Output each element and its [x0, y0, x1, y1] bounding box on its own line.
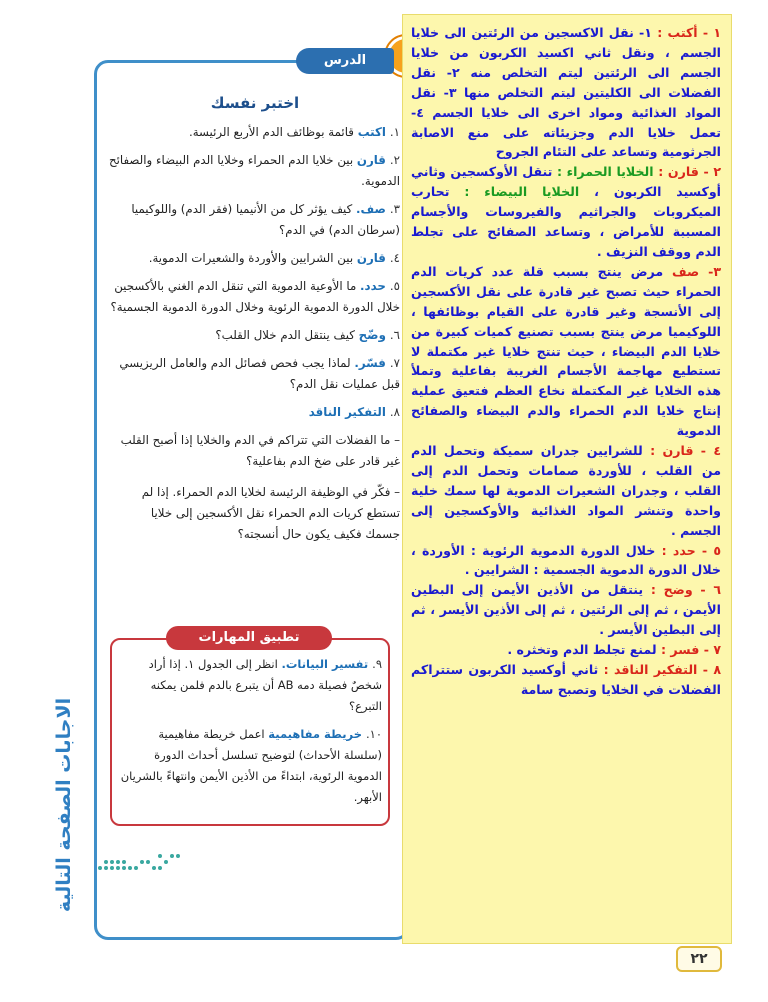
answer-3: ٣- صف مرض ينتج بسبب قلة عدد كريات الدم الحمراء حيث تصبح غير قادرة على نقل الأكسجين إلى الأنسجة وغير قادرة على القيام بوظائفها ، اللوكيميا مرض ينتج بسبب تصنيع كميات كبيرة من خلايا الدم البيضاء ، حيث تنتج خلايا غير مكتملة لا تستطيع مهاجمة الأجسام الغريبة بفاعلية وتملأ هذه الخلايا غير المكتملة نخاع العظم فتعيق عملية إنتاج خلايا الدم الحمراء والدم البيضاء والصفائح الدموية	[411, 263, 721, 439]
question-1: ١.اكتب قائمة بوظائف الدم الأربع الرئيسة.	[188, 125, 400, 139]
question-5: ٥.حدد. ما الأوعية الدموية التي تنقل الدم الغني بالأكسجين خلال الدورة الدموية الرئوية وخلال الدورة الدموية الجسمية؟	[110, 279, 400, 314]
question-list	[104, 122, 400, 555]
answer-4: ٤ - قارن : للشرايين جدران سميكة وتحمل الدم من القلب ، للأوردة صمامات وتحمل الدم إلى القلب ، وجدران الشعيرات الدموية لها سمك خلية واحدة وتنشر المواد الغذائية والأوكسجين إلى الجسم .	[411, 443, 721, 538]
skills-list	[120, 654, 382, 815]
answer-2: ٢ - قارن : الخلايا الحمراء : تنقل الأوكسجين وثاني أوكسيد الكربون ، الخلايا البيضاء : تحارب الميكروبات والجراثيم والفيروسات والأجسام المسببة للأمراض ، وتساعد الصفائح على تجلط الدم ووقف النزيف .	[411, 164, 722, 259]
answer-5: ٥ - حدد : خلال الدورة الدموية الرئوية : الأوردة ، خلال الدورة الدموية الجسمية : الشرايين .	[411, 542, 721, 578]
critical-thinking-2: – فكّر في الوظيفة الرئيسة لخلايا الدم الحمراء. إذا لم تستطع كريات الدم الحمراء نقل الأكسجين إلى خلايا جسمك فكيف يكون حال أنسجته؟	[141, 485, 400, 541]
section-title: اختبر نفسك	[210, 94, 300, 112]
skill-10: ١٠.خريطة مفاهيمية اعمل خريطة مفاهيمية (سلسلة الأحداث) لتوضيح تسلسل أحداث الدورة الدموية الرئوية، ابتداءً من الأذين الأيمن وانتهاءً بالشريان الأبهر.	[120, 727, 382, 804]
side-caption: الاجابات الصفحة التالية	[52, 697, 75, 913]
critical-thinking-1: – ما الفضلات التي تتراكم في الدم والخلايا إذا أصبح القلب غير قادر على ضخ الدم بفاعلية؟	[120, 433, 400, 468]
answer-1: ١ - أكتب : ١- نقل الاكسجين من الرئتين الى خلايا الجسم ، ونقل ثاني اكسيد الكربون من خلايا الجسم الى الرئتين ليتم التخلص منه ٢- نقل الفضلات الى الكليتين ليتم التخلص منها ٣- نقل المواد الغذائية ومواد اخرى الى خلايا الجسم ٤- تعمل خلايا الدم وجزيئاته على منع الاصابة الجرثومية وتساعد على التئام الجروح	[411, 25, 722, 160]
lesson-tab: الدرس	[296, 48, 394, 74]
question-4: ٤.قارن بين الشرايين والأوردة والشعيرات الدموية.	[148, 251, 400, 265]
skills-title: تطبيق المهارات	[166, 626, 332, 650]
decorative-dots-icon	[96, 848, 184, 874]
question-8: ٨.التفكير الناقد	[308, 405, 400, 419]
question-7: ٧.فسّر. لماذا يجب فحص فصائل الدم والعامل الريزيسي قبل عمليات نقل الدم؟	[119, 356, 400, 391]
question-2: ٢.قارن بين خلايا الدم الحمراء وخلايا الدم البيضاء والصفائح الدموية.	[108, 153, 400, 188]
answer-6: ٦ - وضح : ينتقل من الأذين الأيمن إلى البطين الأيمن ، ثم إلى الرئتين ، ثم إلى الأذين الأيسر ، ثم إلى البطين الأيسر .	[411, 582, 721, 638]
answer-8: ٨ - التفكير الناقد : ثاني أوكسيد الكربون ستتراكم الفضلات في الخلايا وتصبح سامة	[411, 662, 721, 697]
answer-7: ٧ - فسر : لمنع تجلط الدم وتخثره .	[507, 642, 721, 658]
answer-panel	[402, 14, 732, 944]
page-number: ٢٢	[676, 946, 722, 972]
question-3: ٣.صف. كيف يؤثر كل من الأنيميا (فقر الدم) واللوكيميا (سرطان الدم) في الدم؟	[131, 202, 400, 237]
skill-9: ٩.تفسير البيانات. انظر إلى الجدول ١. إذا أراد شخصٌ فصيلة دمه AB أن يتبرع بالدم فلمن يمكنه التبرع؟	[148, 657, 382, 713]
question-6: ٦.وضّح كيف ينتقل الدم خلال القلب؟	[215, 328, 400, 342]
